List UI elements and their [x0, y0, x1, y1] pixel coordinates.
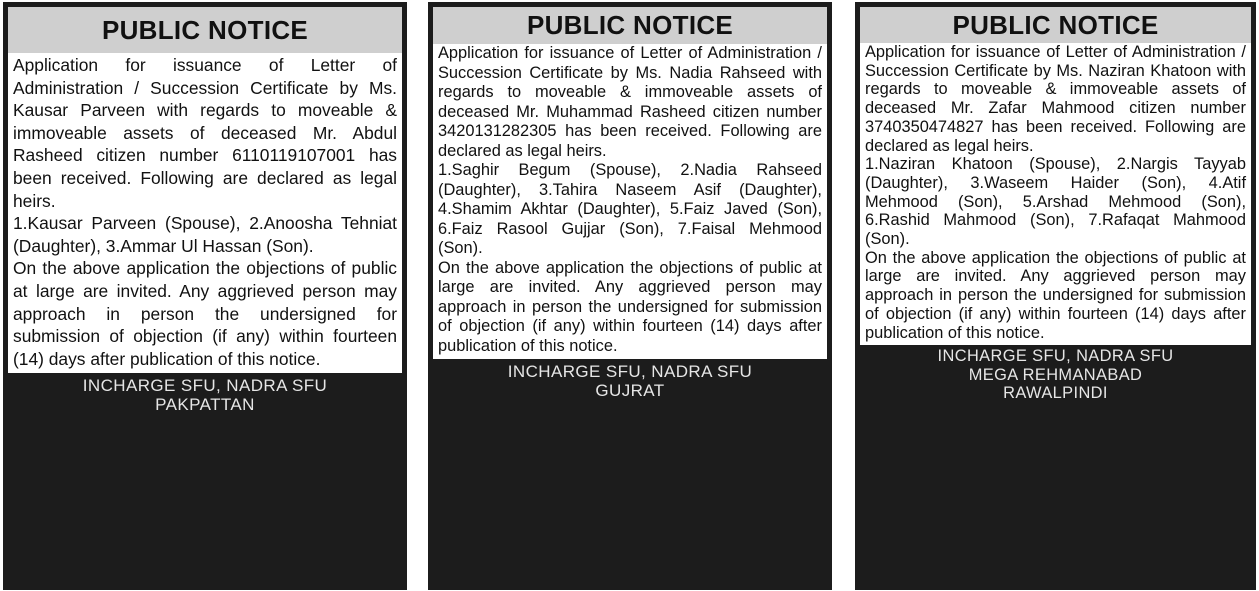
- notice-title: PUBLIC NOTICE: [433, 7, 827, 44]
- notice-closing: On the above application the objections of public at large are invited. Any aggrieved person may approach in person the undersigned for submission of objection (if any) within fourteen (14) days after publication of this notice.: [865, 248, 1246, 342]
- notice-body: [433, 44, 827, 359]
- notice-closing: On the above application the objections of public at large are invited. Any aggrieved person may approach in person the undersigned for submission of objection (if any) within fourteen (14) days after publication of this notice.: [13, 258, 397, 369]
- notice-body: [8, 53, 402, 373]
- notice-footer: [860, 345, 1251, 590]
- notice-title: PUBLIC NOTICE: [860, 7, 1251, 43]
- notice-footer: [433, 359, 827, 590]
- legal-heirs-list: 1.Saghir Begum (Spouse), 2.Nadia Rahseed (Daughter), 3.Tahira Naseem Asif (Daughter), 4.Shamim Akhtar (Daughter), 5.Faiz Javed (Son), 6.Faiz Rasool Gujjar (Son), 7.Faisal Mehmood (Son).: [438, 161, 822, 257]
- notice-footer: [8, 373, 402, 590]
- footer-line: GUJRAT: [595, 381, 665, 400]
- notice-body: [860, 43, 1251, 345]
- footer-line: INCHARGE SFU, NADRA SFU: [507, 362, 753, 381]
- footer-line: RAWALPINDI: [1003, 384, 1108, 403]
- footer-line: INCHARGE SFU, NADRA SFU: [82, 376, 328, 396]
- footer-line: PAKPATTAN: [155, 395, 255, 415]
- legal-heirs-list: 1.Naziran Khatoon (Spouse), 2.Nargis Tayyab (Daughter), 3.Waseem Haider (Son), 4.Atif Mehmood (Son), 5.Arshad Mehmood (Son), 6.Rashid Mahmood (Son), 7.Rafaqat Mahmood (Son).: [865, 155, 1246, 249]
- public-notice-pakpattan: [3, 2, 407, 590]
- notice-intro: Application for issuance of Letter of Administration / Succession Certificate by Ms. Kausar Parveen with regards to moveable & immoveable assets of deceased Mr. Abdul Rasheed citizen number 6110119107001 has been received. Following are declared as legal heirs.: [13, 55, 397, 211]
- public-notice-gujrat: [428, 2, 832, 590]
- notice-title: PUBLIC NOTICE: [8, 7, 402, 53]
- notice-closing: On the above application the objections of public at large are invited. Any aggrieved person may approach in person the undersigned for submission of objection (if any) within fourteen (14) days after publication of this notice.: [438, 258, 822, 355]
- notice-intro: Application for issuance of Letter of Administration / Succession Certificate by Ms. Naziran Khatoon with regards to moveable & immoveable assets of deceased Mr. Zafar Mahmood citizen number 3740350474827 has been received. Following are declared as legal heirs.: [865, 43, 1246, 155]
- public-notice-rawalpindi: [855, 2, 1256, 590]
- legal-heirs-list: 1.Kausar Parveen (Spouse), 2.Anoosha Tehniat (Daughter), 3.Ammar Ul Hassan (Son).: [13, 213, 397, 256]
- footer-line: INCHARGE SFU, NADRA SFU: [937, 347, 1174, 366]
- footer-line: MEGA REHMANABAD: [968, 365, 1143, 384]
- notice-intro: Application for issuance of Letter of Administration / Succession Certificate by Ms. Nadia Rahseed with regards to moveable & immoveable assets of deceased Mr. Muhammad Rasheed citizen number 3420131282305 has been received. Following are declared as legal heirs.: [438, 44, 822, 160]
